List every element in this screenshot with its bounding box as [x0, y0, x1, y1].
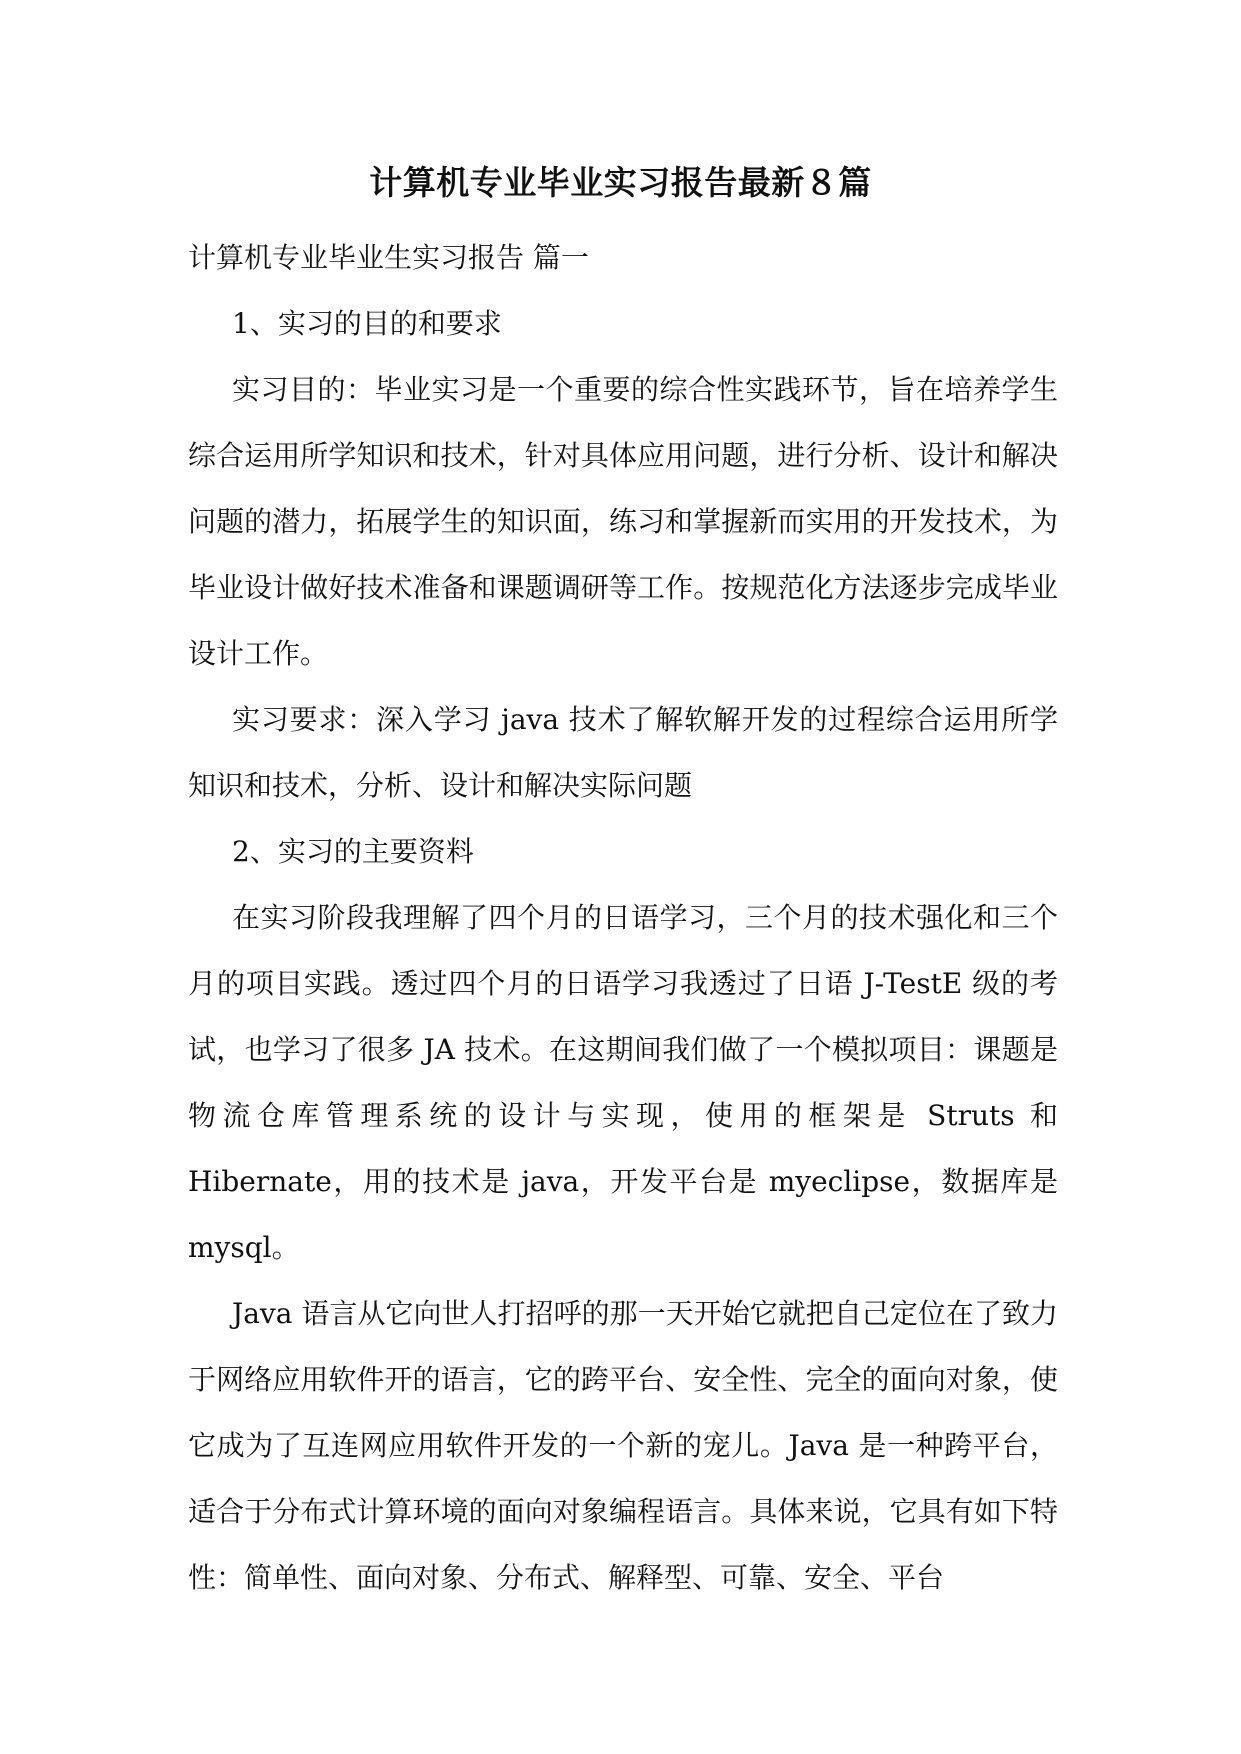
- paragraph-heading-2: 2、实习的主要资料: [232, 835, 474, 868]
- paragraph-java-description: Java 语言从它向世人打招呼的那一天开始它就把自己定位在了致力于网络应用软件开的语言，它的跨平台、安全性、完全的面向对象，使它成为了互连网应用软件开发的一个新的宠儿。Java 是一种跨平台，适合于分布式计算环境的面向对象编程语言。具体来说，它具有如下特性：简单性、面向对象、分布式、解释型、可靠、安全、平台: [188, 1297, 1058, 1594]
- paragraph-internship-requirements: 实习要求：深入学习 java 技术了解软解开发的过程综合运用所学知识和技术，分析、设计和解决实际问题: [188, 703, 1058, 802]
- document-body: [188, 225, 1058, 1611]
- document-title: 计算机专业毕业实习报告最新８篇: [369, 163, 872, 202]
- paragraph-internship-content: 在实习阶段我理解了四个月的日语学习，三个月的技术强化和三个月的项目实践。透过四个月的日语学习我透过了日语 J-TestE 级的考试，也学习了很多 JA 技术。在这期间我们做了一个模拟项目：课题是物流仓库管理系统的设计与实现，使用的框架是 Struts 和 Hibernate，用的技术是 java，开发平台是 myeclipse，数据库是 mysql。: [188, 901, 1058, 1264]
- section-heading: 计算机专业毕业生实习报告 篇一: [188, 241, 589, 274]
- paragraph-internship-purpose: 实习目的：毕业实习是一个重要的综合性实践环节，旨在培养学生综合运用所学知识和技术，针对具体应用问题，进行分析、设计和解决问题的潜力，拓展学生的知识面，练习和掌握新而实用的开发技术，为毕业设计做好技术准备和课题调研等工作。按规范化方法逐步完成毕业设计工作。: [188, 373, 1058, 670]
- paragraph-heading-1: 1、实习的目的和要求: [232, 307, 502, 340]
